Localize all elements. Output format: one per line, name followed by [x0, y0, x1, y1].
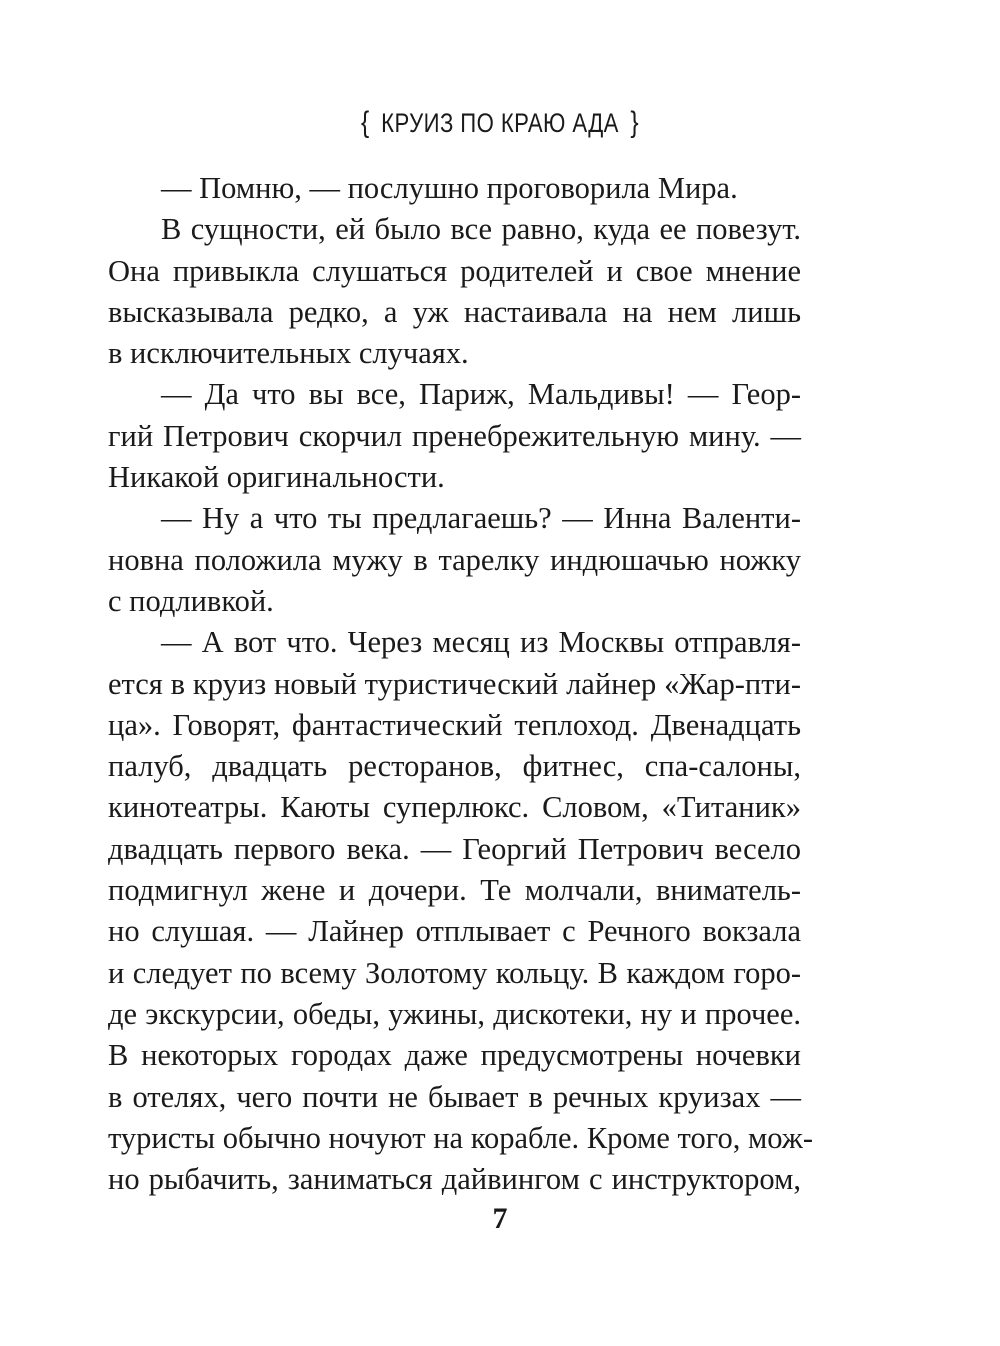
text-line: и следует по всему Золотому кольцу. В каждом горо-: [108, 955, 801, 990]
text-line: ется в круиз новый туристический лайнер «Жар-пти-: [108, 666, 801, 701]
text-line: — Да что вы все, Париж, Мальдивы! — Геор-: [161, 377, 801, 412]
text-line: но рыбачить, заниматься дайвингом с инструктором,: [108, 1162, 801, 1197]
right-brace: }: [630, 106, 639, 139]
book-title: КРУИЗ ПО КРАЮ АДА: [381, 108, 619, 138]
text-line: в исключительных случаях.: [108, 336, 469, 371]
text-line: В сущности, ей было все равно, куда ее повезут.: [161, 212, 801, 247]
left-brace: {: [361, 106, 370, 139]
text-line: туристы обычно ночуют на корабле. Кроме того, мож-: [108, 1120, 813, 1155]
text-line: двадцать первого века. — Георгий Петрович весело: [108, 831, 801, 866]
page-number: 7: [492, 1202, 508, 1235]
text-line: — Ну а что ты предлагаешь? — Инна Валенти-: [161, 501, 801, 536]
text-line: — А вот что. Через месяц из Москвы отправля-: [161, 625, 801, 660]
text-line: с подливкой.: [108, 583, 274, 618]
text-line: в отелях, чего почти не бывает в речных круизах —: [108, 1079, 801, 1114]
text-line: гий Петрович скорчил пренебрежительную мину. —: [108, 418, 801, 453]
text-line: ца». Говорят, фантастический теплоход. Двенадцать: [108, 707, 801, 742]
text-line: В некоторых городах даже предусмотрены ночевки: [108, 1038, 801, 1073]
text-line: новна положила мужу в тарелку индюшачью ножку: [108, 542, 801, 577]
running-header: [90, 106, 910, 140]
text-line: палуб, двадцать ресторанов, фитнес, спа-салоны,: [108, 749, 801, 784]
text-line: но слушая. — Лайнер отплывает с Речного вокзала: [108, 914, 801, 949]
text-line: кинотеатры. Каюты суперлюкс. Словом, «Титаник»: [108, 790, 801, 825]
text-line: подмигнул жене и дочери. Те молчали, вниматель-: [108, 873, 801, 908]
body-text: [108, 168, 813, 1200]
text-line: де экскурсии, обеды, ужины, дискотеки, ну и прочее.: [108, 996, 801, 1031]
text-line: Она привыкла слушаться родителей и свое мнение: [108, 253, 801, 288]
text-line: — Помню, — послушно проговорила Мира.: [161, 171, 738, 205]
text-line: Никакой оригинальности.: [108, 460, 445, 495]
text-line: высказывала редко, а уж настаивала на нем лишь: [108, 294, 801, 329]
